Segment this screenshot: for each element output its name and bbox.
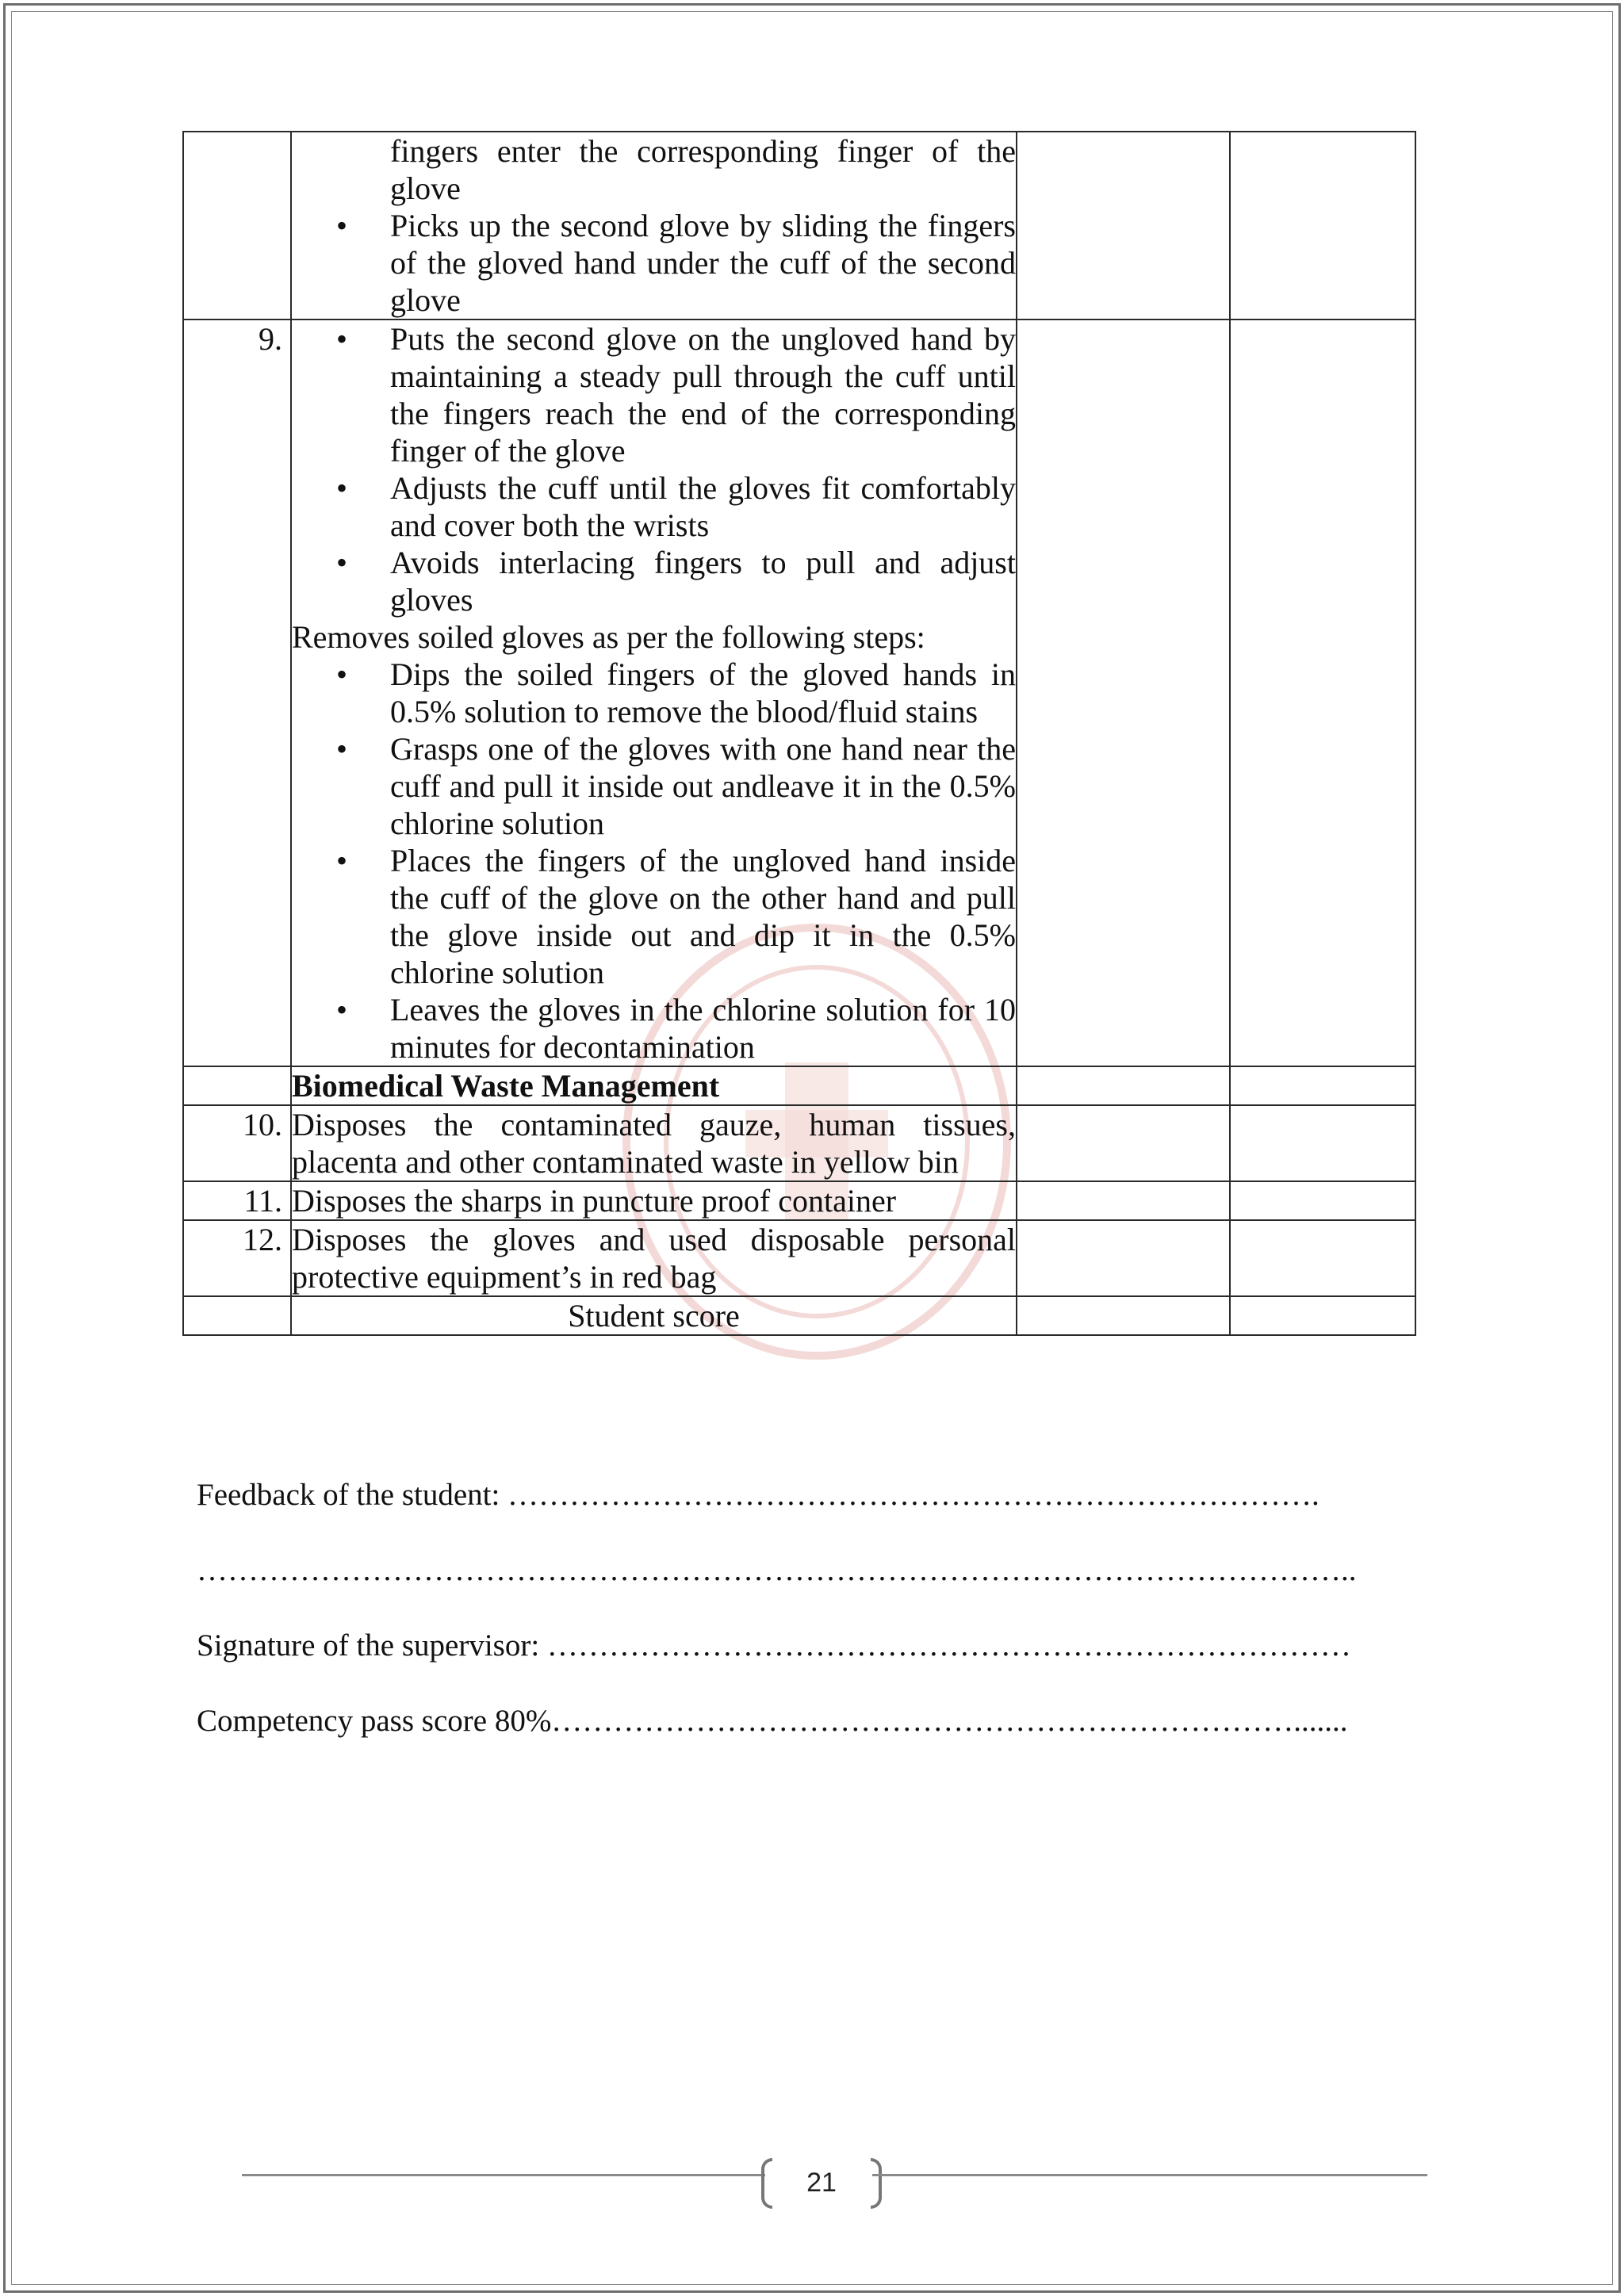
bullet-item: • Dips the soiled fingers of the gloved hands in 0.5% solution to remove the blood/fluid stains bbox=[390, 656, 1016, 730]
bullet-item: • Leaves the gloves in the chlorine solution for 10 minutes for decontamination bbox=[390, 991, 1016, 1066]
footer-bracket-right bbox=[871, 2158, 882, 2209]
remarks-cell[interactable] bbox=[1230, 1220, 1415, 1296]
score-cell[interactable] bbox=[1017, 1220, 1230, 1296]
step-number-cell bbox=[183, 1066, 291, 1105]
feedback-line[interactable]: Feedback of the student: ……………………………………………………………………. bbox=[197, 1478, 1320, 1512]
step-number-cell bbox=[183, 132, 291, 320]
step-intro: Removes soiled gloves as per the following steps: bbox=[292, 619, 925, 655]
table-row bbox=[183, 1181, 1415, 1220]
score-cell[interactable] bbox=[1017, 1105, 1230, 1181]
student-score-total[interactable] bbox=[1017, 1296, 1230, 1335]
step-number: 9. bbox=[183, 320, 291, 1066]
step-number-cell bbox=[183, 1296, 291, 1335]
step-number: 11. bbox=[183, 1181, 291, 1220]
table-row bbox=[183, 1220, 1415, 1296]
step-number: 12. bbox=[183, 1220, 291, 1296]
step-cell bbox=[291, 320, 1017, 1066]
student-score-remarks[interactable] bbox=[1230, 1296, 1415, 1335]
score-cell[interactable] bbox=[1017, 1181, 1230, 1220]
bullet-item: • Adjusts the cuff until the gloves fit comfortably and cover both the wrists bbox=[390, 469, 1016, 544]
bullet-item: • Avoids interlacing fingers to pull and adjust gloves bbox=[390, 544, 1016, 618]
remarks-cell bbox=[1230, 1066, 1415, 1105]
table-row bbox=[183, 1105, 1415, 1181]
step-cell bbox=[291, 132, 1017, 320]
remarks-cell[interactable] bbox=[1230, 320, 1415, 1066]
bullet-item: • Places the fingers of the ungloved hand inside the cuff of the glove on the other hand and pull the glove inside out and dip it in the 0.5% chlorine solution bbox=[390, 842, 1016, 991]
step-text: Disposes the gloves and used disposable personal protective equipment’s in red bag bbox=[292, 1222, 1016, 1295]
remarks-cell[interactable] bbox=[1230, 1181, 1415, 1220]
bullet-item: • Picks up the second glove by sliding the fingers of the gloved hand under the cuff of the second glove bbox=[390, 207, 1016, 319]
feedback-section bbox=[197, 1476, 1434, 1777]
supervisor-signature-line[interactable]: Signature of the supervisor: …………………………………………………………………… bbox=[197, 1628, 1351, 1663]
checklist-table bbox=[182, 131, 1416, 1336]
bullet-item: • Grasps one of the gloves with one hand near the cuff and pull it inside out andleave it in the 0.5% chlorine solution bbox=[390, 730, 1016, 842]
table-row bbox=[183, 1066, 1415, 1105]
section-heading: Biomedical Waste Management bbox=[291, 1066, 1017, 1105]
pass-score-line: Competency pass score 80%………………………………………………………………....... bbox=[197, 1704, 1348, 1738]
step-text: Disposes the sharps in puncture proof container bbox=[291, 1181, 1017, 1220]
feedback-continuation-line[interactable]: ………………………………………………………………………………………………….. bbox=[197, 1553, 1357, 1587]
footer-rule-left bbox=[242, 2174, 765, 2176]
bullet-item: fingers enter the corresponding finger of the glove bbox=[390, 133, 1016, 206]
table-row bbox=[183, 320, 1415, 1066]
score-cell[interactable] bbox=[1017, 320, 1230, 1066]
step-number: 10. bbox=[183, 1105, 291, 1181]
table-row bbox=[183, 132, 1415, 320]
student-score-label: Student score bbox=[291, 1296, 1017, 1335]
score-cell bbox=[1017, 1066, 1230, 1105]
footer-rule-right bbox=[872, 2174, 1427, 2176]
remarks-cell[interactable] bbox=[1230, 1105, 1415, 1181]
remarks-cell[interactable] bbox=[1230, 132, 1415, 320]
footer-bracket-left bbox=[761, 2158, 772, 2209]
table-row bbox=[183, 1296, 1415, 1335]
page-number: 21 bbox=[806, 2168, 837, 2198]
bullet-item: • Puts the second glove on the ungloved hand by maintaining a steady pull through the cuff until the fingers reach the end of the corresponding finger of the glove bbox=[390, 320, 1016, 469]
step-text: Disposes the contaminated gauze, human tissues, placenta and other contaminated waste in yellow bin bbox=[292, 1107, 1016, 1180]
score-cell[interactable] bbox=[1017, 132, 1230, 320]
